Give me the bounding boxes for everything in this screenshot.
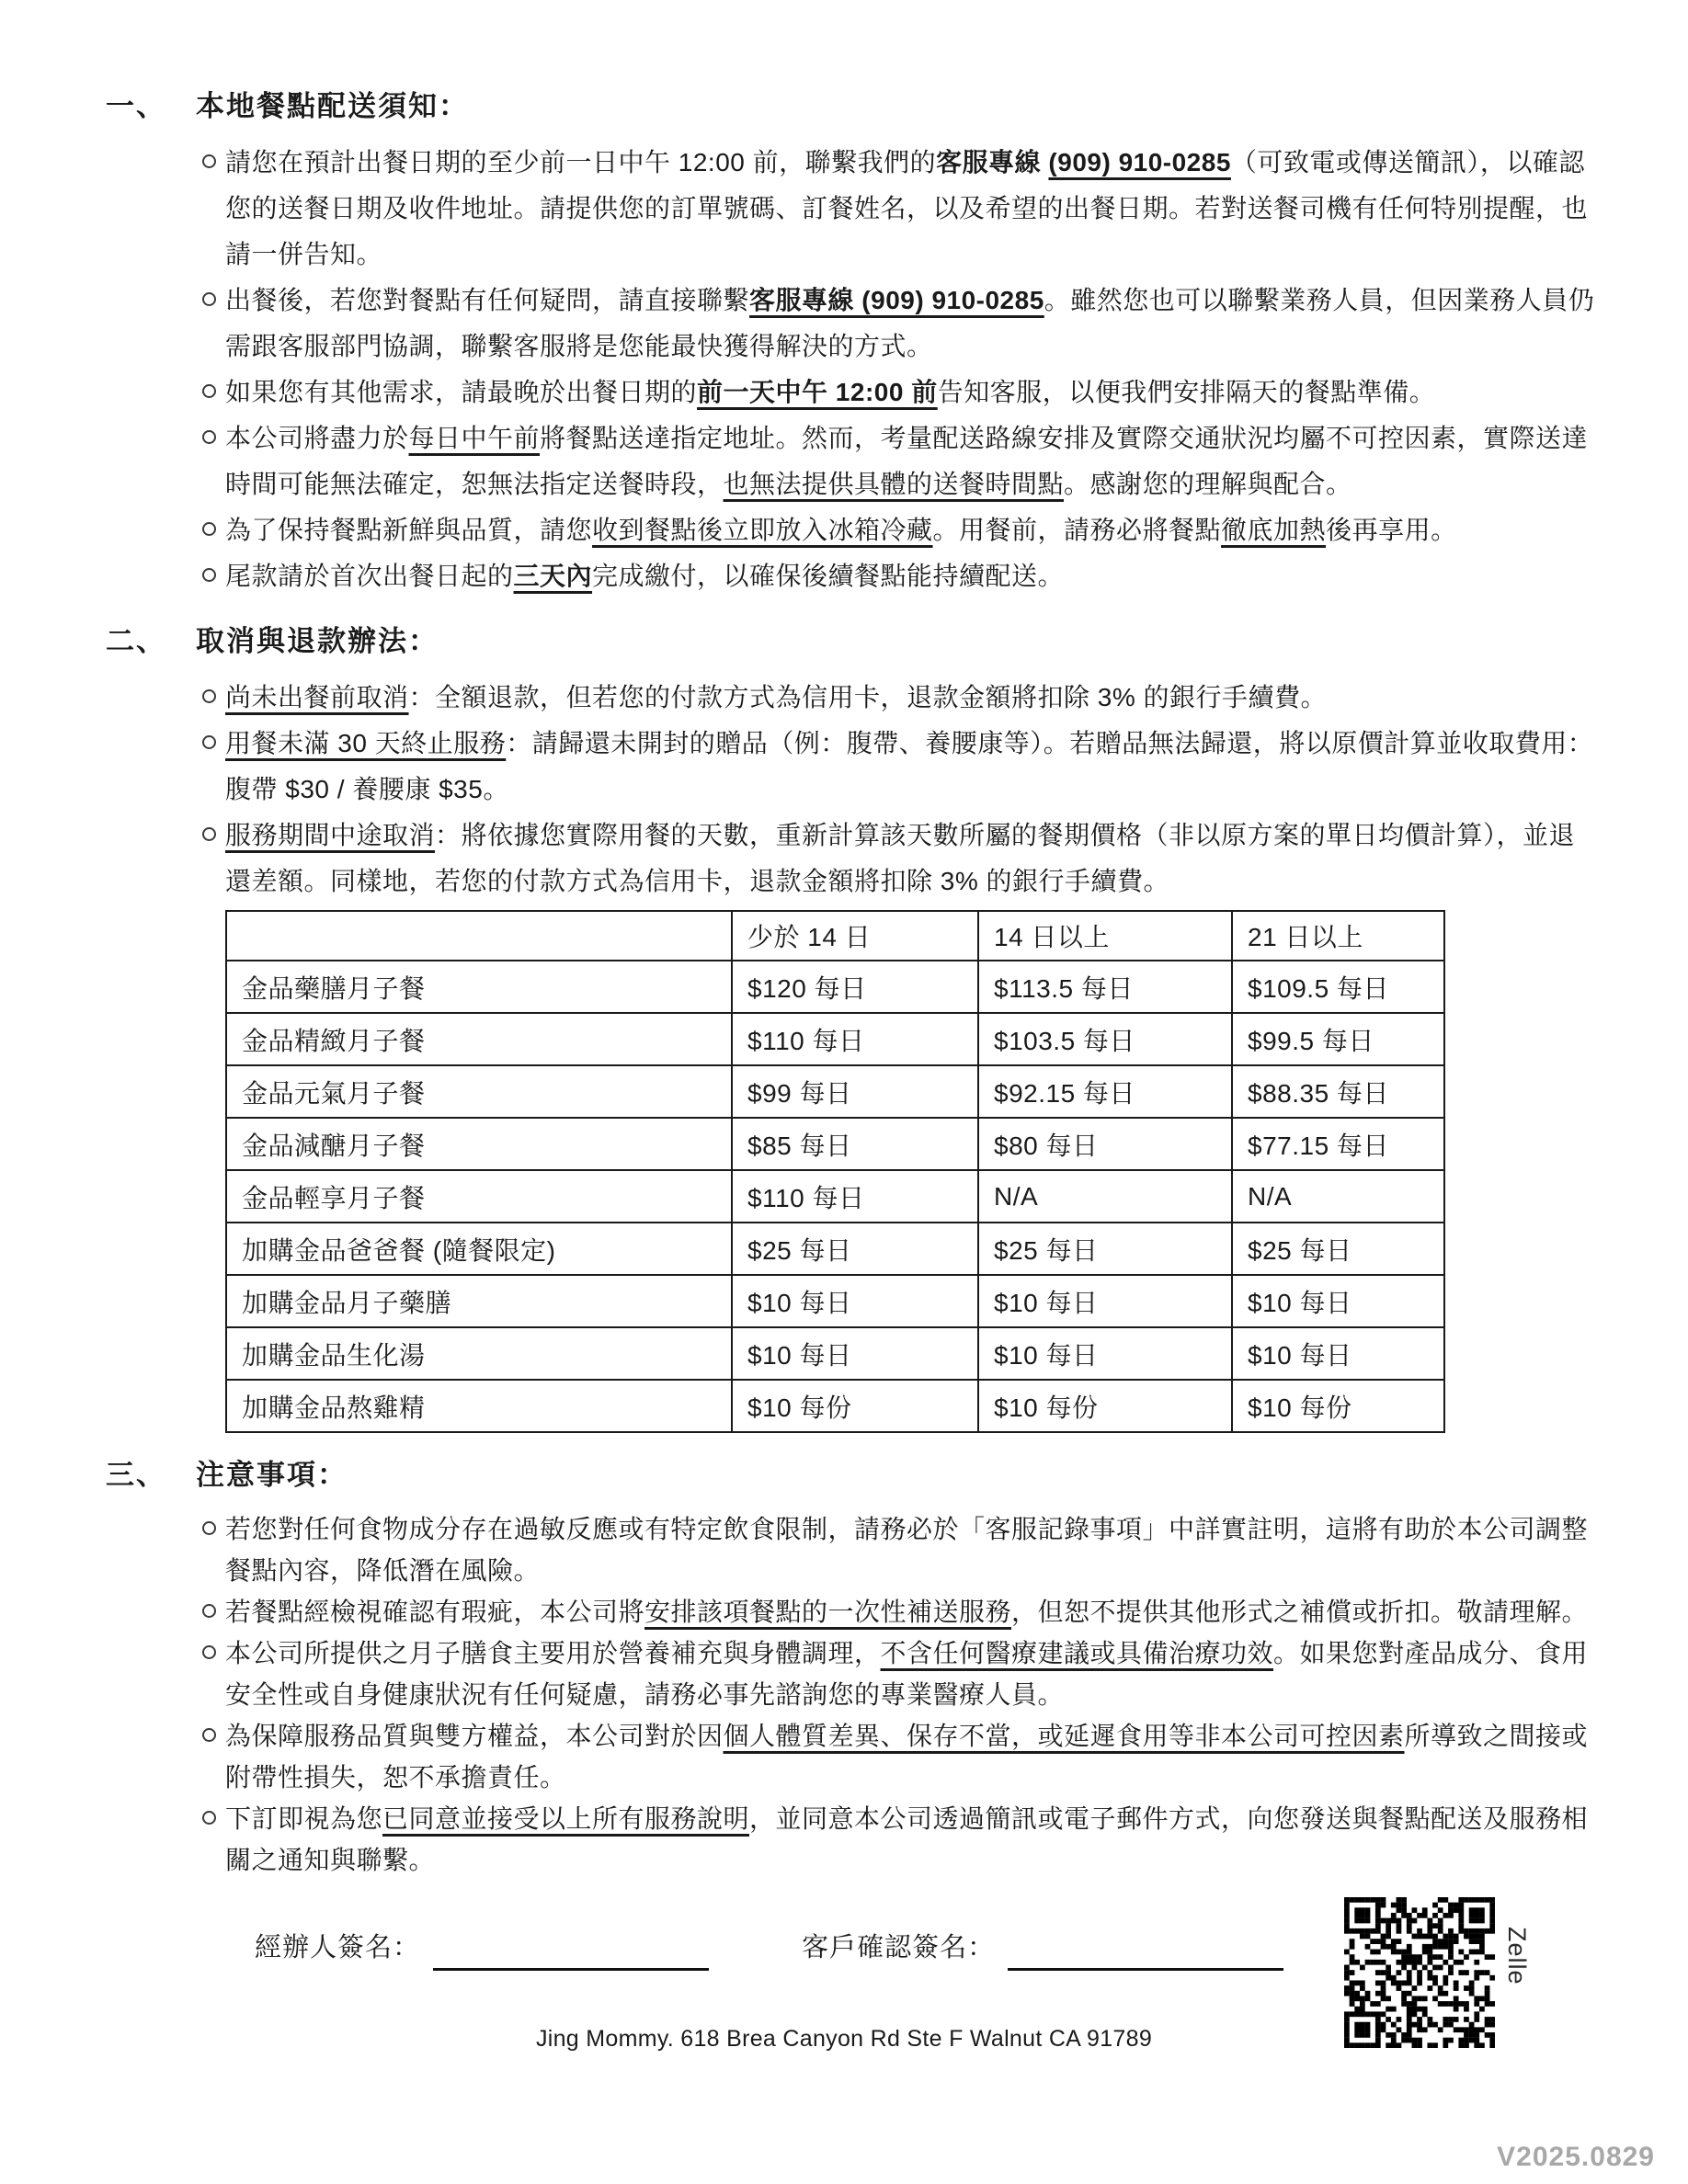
text-segment: 客服專線 (909) 910-0285 [749, 286, 1044, 314]
bullet-circle-icon [202, 568, 216, 582]
text-segment: 三天內 [513, 562, 593, 590]
bullet-text [225, 148, 1588, 268]
table-cell: 金品藥膳月子餐 [226, 961, 732, 1013]
table-header-row [226, 911, 1444, 961]
pricing-table [225, 910, 1445, 1433]
text-segment: （可致電或傳送簡訊），以確認您的送餐日期及收件地址。請提供您的訂單號碼、訂餐姓名，以及希望的出餐日期。若對送餐司機有任何特別提醒，也請一併告知。 [225, 148, 1589, 268]
text-segment: ：將依據您實際用餐的天數，重新計算該天數所屬的餐期價格（非以原方案的單日均價計算），並退還差額。同樣地，若您的付款方式為信用卡，退款金額將扣除 3% 的銀行手續費。 [225, 821, 1576, 895]
customer-signature-label: 客戶確認簽名： [802, 1933, 996, 1962]
bullet-item [92, 415, 1600, 507]
bullet-circle-icon [202, 430, 216, 444]
bullet-text [225, 1639, 1588, 1709]
table-row [226, 1118, 1444, 1170]
text-segment: 個人體質差異、保存不當，或延遲食用等非本公司可控因素 [723, 1722, 1405, 1750]
section-number: 二、 [106, 625, 166, 657]
section-heading [92, 1457, 1600, 1494]
bullet-item [92, 553, 1600, 599]
table-row [226, 1223, 1444, 1275]
bullet-circle-icon [202, 292, 216, 306]
text-segment: 後再享用。 [1326, 516, 1457, 544]
bullet-text [225, 821, 1575, 895]
table-cell: $113.5 每日 [978, 961, 1232, 1013]
bullet-circle-icon [202, 154, 216, 168]
text-segment: 下訂即視為您 [225, 1804, 383, 1833]
bullet-item [92, 675, 1600, 721]
table-row [226, 1065, 1444, 1118]
text-segment: ：全額退款，但若您的付款方式為信用卡，退款金額將扣除 3% 的銀行手續費。 [408, 683, 1328, 711]
table-cell: 加購金品熬雞精 [226, 1380, 732, 1432]
bullet-circle-icon [202, 827, 216, 841]
text-segment: 本公司將盡力於 [225, 424, 409, 452]
text-segment: 為保障服務品質與雙方權益，本公司對於因 [225, 1722, 724, 1750]
table-cell: N/A [1232, 1170, 1444, 1223]
text-segment: 前一天中午 12:00 前 [697, 378, 938, 406]
text-segment: 為了保持餐點新鮮與品質，請您 [225, 516, 593, 544]
bullet-text [225, 424, 1588, 498]
agent-signature-label: 經辦人簽名： [255, 1933, 421, 1962]
text-segment: 完成繳付，以確保後續餐點能持續配送。 [592, 562, 1065, 590]
bullet-list [92, 675, 1600, 904]
section-title: 本地餐點配送須知： [196, 90, 469, 122]
table-cell: $25 每日 [732, 1223, 978, 1275]
bullet-text [225, 1598, 1588, 1626]
bullet-circle-icon [202, 384, 216, 398]
table-cell: $25 每日 [1232, 1223, 1444, 1275]
table-cell: 金品元氣月子餐 [226, 1065, 732, 1118]
text-segment: 也無法提供具體的送餐時間點 [723, 470, 1065, 498]
bullet-text [225, 1722, 1588, 1792]
version-number: V2025.0829 [1497, 2142, 1655, 2172]
agent-signature-line [433, 1968, 709, 1971]
text-segment: 安排該項餐點的一次性補送服務 [644, 1598, 1012, 1626]
text-segment: 每日中午前 [408, 424, 541, 452]
table-cell: 加購金品生化湯 [226, 1327, 732, 1380]
table-header-cell: 少於 14 日 [732, 911, 978, 961]
text-segment: 如果您有其他需求，請最晚於出餐日期的 [225, 378, 698, 406]
text-segment: 用餐未滿 30 天終止服務 [225, 729, 507, 757]
table-row [226, 1380, 1444, 1432]
bullet-item [92, 813, 1600, 904]
table-cell: $99 每日 [732, 1065, 978, 1118]
text-segment: 服務期間中途取消 [225, 821, 436, 849]
section-title: 取消與退款辦法： [196, 625, 439, 657]
table-cell: $10 每日 [732, 1275, 978, 1327]
zelle-qr-label: Zelle [1503, 1927, 1531, 1985]
text-segment: 告知客服，以便我們安排隔天的餐點準備。 [937, 378, 1436, 406]
table-cell: $10 每日 [978, 1327, 1232, 1380]
table-row [226, 1327, 1444, 1380]
bullet-item [92, 1508, 1600, 1591]
bullet-circle-icon [202, 522, 216, 536]
bullet-text [225, 729, 1593, 803]
table-cell: $110 每日 [732, 1170, 978, 1223]
table-cell: $85 每日 [732, 1118, 978, 1170]
bullet-text [225, 1804, 1588, 1874]
document-body [92, 88, 1600, 1881]
table-cell: $99.5 每日 [1232, 1013, 1444, 1065]
text-segment: ，並同意本公司透過簡訊或電子郵件方式，向您發送與餐點配送及服務相關之通知與聯繫。 [225, 1804, 1589, 1874]
customer-signature-line [1008, 1968, 1283, 1971]
table-cell: 加購金品爸爸餐 (隨餐限定) [226, 1223, 732, 1275]
text-segment: ，但恕不提供其他形式之補償或折扣。敬請理解。 [1011, 1598, 1589, 1626]
section-number: 三、 [106, 1459, 166, 1491]
bullet-item [92, 1798, 1600, 1881]
table-cell: $10 每份 [732, 1380, 978, 1432]
table-cell: $10 每日 [1232, 1327, 1444, 1380]
table-cell: $88.35 每日 [1232, 1065, 1444, 1118]
bullet-item [92, 1632, 1600, 1715]
table-cell: $10 每份 [1232, 1380, 1444, 1432]
table-row [226, 1275, 1444, 1327]
bullet-item [92, 1591, 1600, 1632]
text-segment: 所導致之間接或附帶性損失，恕不承擔責任。 [225, 1722, 1589, 1792]
text-segment: 將餐點送達指定地址。然而，考量配送路線安排及實際交通狀況均屬不可控因素，實際送達時間可能無法確定，恕無法指定送餐時段， [225, 424, 1589, 498]
text-segment: 。雖然您也可以聯繫業務人員，但因業務人員仍需跟客服部門協調，聯繫客服將是您能最快獲得解決的方式。 [225, 286, 1595, 360]
table-cell: N/A [978, 1170, 1232, 1223]
text-segment: 若您對任何食物成分存在過敏反應或有特定飲食限制，請務必於「客服記錄事項」中詳實註明，這將有助於本公司調整餐點內容，降低潛在風險。 [225, 1515, 1589, 1585]
table-row [226, 1170, 1444, 1223]
text-segment: 請您在預計出餐日期的至少前一日中午 12:00 前，聯繫我們的 [225, 148, 937, 176]
text-segment: 本公司所提供之月子膳食主要用於營養補充與身體調理， [225, 1639, 881, 1667]
bullet-list [92, 1508, 1600, 1881]
table-cell: $10 每日 [1232, 1275, 1444, 1327]
text-segment: 。用餐前，請務必將餐點 [932, 516, 1222, 544]
bullet-circle-icon [202, 1645, 216, 1659]
table-cell: $25 每日 [978, 1223, 1232, 1275]
text-segment: 徹底加熱 [1221, 516, 1327, 544]
section-heading [92, 623, 1600, 660]
bullet-text [225, 683, 1327, 711]
footer-address: Jing Mommy. 618 Brea Canyon Rd Ste F Walnut CA 91789 [535, 2026, 1153, 2052]
bullet-item [92, 370, 1600, 415]
bullet-list [92, 140, 1600, 599]
bullet-text [225, 562, 1064, 590]
text-segment: 。感謝您的理解與配合。 [1064, 470, 1352, 498]
table-header-cell [226, 911, 732, 961]
table-cell: $77.15 每日 [1232, 1118, 1444, 1170]
text-segment: 客服專線 [936, 148, 1049, 176]
text-segment: 出餐後，若您對餐點有任何疑問，請直接聯繫 [225, 286, 750, 314]
text-segment: 若餐點經檢視確認有瑕疵，本公司將 [225, 1598, 645, 1626]
bullet-circle-icon [202, 1604, 216, 1618]
table-cell: $110 每日 [732, 1013, 978, 1065]
text-segment: 不含任何醫療建議或具備治療功效 [880, 1639, 1274, 1667]
text-segment: 尾款請於首次出餐日起的 [225, 562, 514, 590]
table-header-cell: 14 日以上 [978, 911, 1232, 961]
bullet-text [225, 1515, 1588, 1585]
section-heading [92, 88, 1600, 125]
bullet-item [92, 507, 1600, 553]
table-header-cell: 21 日以上 [1232, 911, 1444, 961]
bullet-circle-icon [202, 735, 216, 749]
bullet-item [92, 278, 1600, 370]
table-cell: 金品輕享月子餐 [226, 1170, 732, 1223]
table-cell: $10 每日 [732, 1327, 978, 1380]
text-segment: ：請歸還未開封的贈品（例：腹帶、養腰康等）。若贈品無法歸還，將以原價計算並收取費用：腹帶 $30 / 養腰康 $35。 [225, 729, 1594, 803]
table-cell: 金品精緻月子餐 [226, 1013, 732, 1065]
bullet-item [92, 721, 1600, 813]
table-cell: $109.5 每日 [1232, 961, 1444, 1013]
table-cell: $10 每日 [978, 1275, 1232, 1327]
text-segment: 尚未出餐前取消 [225, 683, 409, 711]
bullet-text [225, 516, 1457, 544]
text-segment: 已同意並接受以上所有服務說明 [382, 1804, 750, 1833]
table-cell: $103.5 每日 [978, 1013, 1232, 1065]
table-cell: 加購金品月子藥膳 [226, 1275, 732, 1327]
text-segment: (909) 910-0285 [1048, 148, 1231, 176]
table-cell: 金品減醣月子餐 [226, 1118, 732, 1170]
section-number: 一、 [106, 90, 166, 122]
bullet-circle-icon [202, 689, 216, 703]
bullet-circle-icon [202, 1728, 216, 1742]
table-cell: $80 每日 [978, 1118, 1232, 1170]
table-cell: $92.15 每日 [978, 1065, 1232, 1118]
bullet-text [225, 286, 1594, 360]
text-segment: 。如果您對產品成分、食用安全性或自身健康狀況有任何疑慮，請務必事先諮詢您的專業醫療人員。 [225, 1639, 1589, 1709]
bullet-item [92, 1715, 1600, 1798]
text-segment: 收到餐點後立即放入冰箱冷藏 [592, 516, 933, 544]
table-cell: $10 每份 [978, 1380, 1232, 1432]
bullet-item [92, 140, 1600, 278]
table-row [226, 961, 1444, 1013]
table-cell: $120 每日 [732, 961, 978, 1013]
section-title: 注意事項： [196, 1459, 348, 1491]
bullet-circle-icon [202, 1811, 216, 1825]
bullet-text [225, 378, 1435, 406]
table-row [226, 1013, 1444, 1065]
bullet-circle-icon [202, 1521, 216, 1535]
